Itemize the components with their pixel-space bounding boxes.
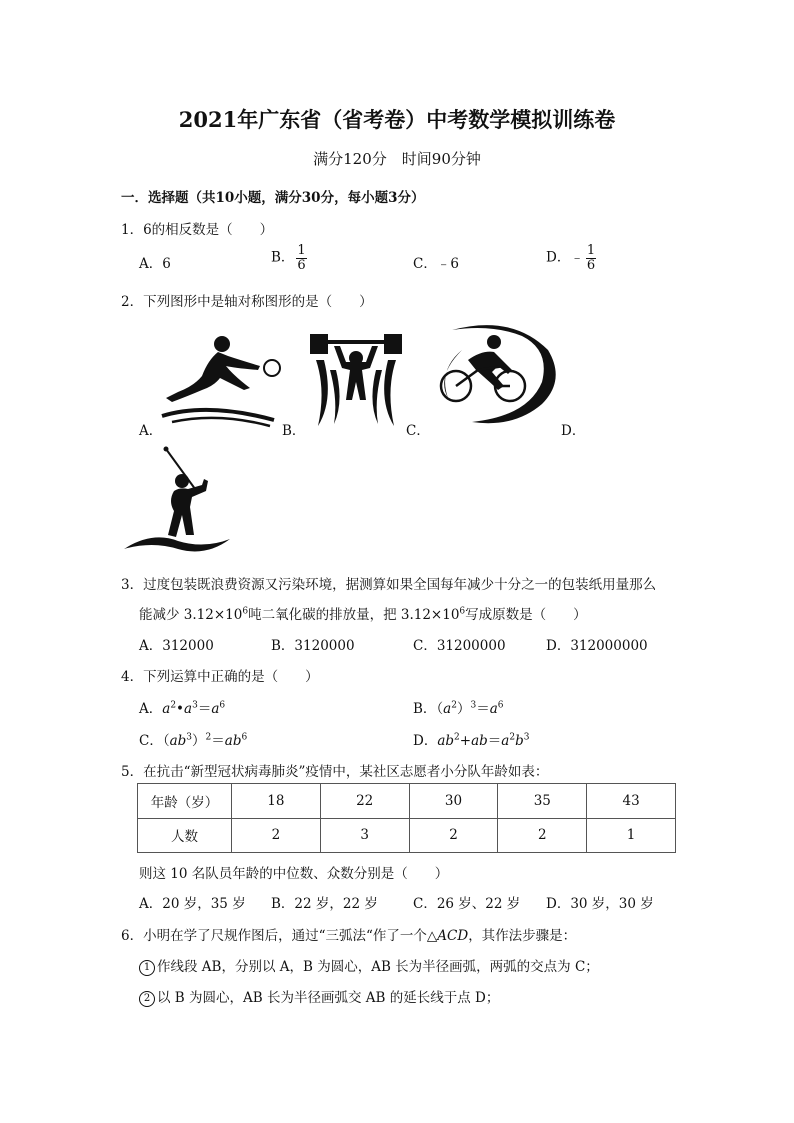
q2-stem: 2．下列图形中是轴对称图形的是（ ） xyxy=(121,294,373,310)
q1-stem: 1．6的相反数是（ ） xyxy=(121,222,274,238)
q3-line1: 3．过度包装既浪费资源又污染环境，据测算如果全国每年减少十分之一的包装纸用量那么 xyxy=(121,577,657,593)
q6-step2-text: 以 B 为圆心，AB 长为半径画弧交 AB 的延长线于点 D； xyxy=(157,990,500,1006)
q4-option-b-label: B． xyxy=(413,701,437,717)
weightlifter-figure xyxy=(306,330,406,430)
q3-line2-part2: 吨二氧化碳的排放量，把 3.12×10 xyxy=(248,607,460,623)
q3-option-a: A．312000 xyxy=(139,638,214,654)
table-cell: 35 xyxy=(498,784,587,819)
q6-step2 xyxy=(139,986,499,1007)
cyclist-figure xyxy=(432,320,562,430)
age-table xyxy=(137,783,676,853)
q1-option-b xyxy=(271,244,307,272)
golfer-figure xyxy=(122,445,232,557)
table-cell: 30 xyxy=(409,784,498,819)
fraction-numerator: 1 xyxy=(297,243,306,258)
q3-option-c: C．31200000 xyxy=(413,638,506,654)
q1-option-d-fraction xyxy=(586,244,596,272)
q4-option-a-label: A． xyxy=(139,701,163,717)
q4-option-b: B．$(a^2)^3=a^6$ xyxy=(413,700,504,717)
table-cell: 1 xyxy=(587,818,676,853)
table-cell: 3 xyxy=(320,818,409,853)
page-subtitle: 满分120分 时间90分钟 xyxy=(313,150,481,168)
q1-option-c: C．﹣6 xyxy=(413,256,459,272)
table-cell: 年龄（岁） xyxy=(138,784,232,819)
q2-option-b: B． xyxy=(282,423,306,439)
q5-follow: 则这 10 名队员年龄的中位数、众数分别是（ ） xyxy=(139,866,449,882)
q5-option-c: C．26 岁、22 岁 xyxy=(413,896,521,912)
table-cell: 2 xyxy=(409,818,498,853)
q6-stem-part1: 6．小明在学了尺规作图后，通过“三弧法“作了一个△ xyxy=(121,928,438,944)
q6-triangle-name: ACD xyxy=(437,928,469,944)
q4-option-d: D．$ab^2+ab=a^2b^3$ xyxy=(413,732,530,749)
q1-option-b-fraction xyxy=(296,244,306,272)
q3-line2-part3: 写成原数是（ ） xyxy=(465,607,587,623)
handball-player-figure xyxy=(158,330,283,430)
q4-option-c-label: C． xyxy=(139,733,163,749)
table-row xyxy=(138,818,676,853)
table-row xyxy=(138,784,676,819)
q2-option-c: C． xyxy=(406,423,430,439)
fraction-denominator: 6 xyxy=(586,257,596,273)
table-cell: 人数 xyxy=(138,818,232,853)
q4-option-a: A．$a^2•a^3=a^6$ xyxy=(139,700,226,717)
q2-option-a: A． xyxy=(139,423,163,439)
q5-option-a: A．20 岁，35 岁 xyxy=(139,896,246,912)
circled-number: 2 xyxy=(139,991,155,1007)
q5-stem: 5．在抗击“新型冠状病毒肺炎”疫情中，某社区志愿者小分队年龄如表： xyxy=(121,764,549,780)
table-cell: 18 xyxy=(232,784,321,819)
q6-step1-text: 作线段 AB，分别以 A，B 为圆心，AB 长为半径画弧，两弧的交点为 C； xyxy=(157,959,599,975)
q1-option-a: A．6 xyxy=(139,256,171,272)
q1-option-d xyxy=(546,244,596,272)
q3-line2 xyxy=(139,603,587,623)
q4-option-d-label: D． xyxy=(413,733,438,749)
q5-option-b: B．22 岁，22 岁 xyxy=(271,896,378,912)
fraction-denominator: 6 xyxy=(297,257,306,273)
table-cell: 2 xyxy=(232,818,321,853)
fraction-numerator: 1 xyxy=(586,243,596,258)
q6-stem xyxy=(121,924,576,944)
q3-option-b: B．3120000 xyxy=(271,638,355,654)
q6-stem-part2: ，其作法步骤是： xyxy=(468,928,577,944)
exponent: 6 xyxy=(242,606,249,617)
q2-option-d: D． xyxy=(561,423,586,439)
page-title: 2021年广东省（省考卷）中考数学模拟训练卷 xyxy=(178,107,616,132)
q3-line2-part1: 能减少 3.12×10 xyxy=(139,607,243,623)
q1-option-b-label: B． xyxy=(271,249,295,266)
q5-option-d: D．30 岁，30 岁 xyxy=(546,896,654,912)
q4-option-c: C．$(ab^3)^2=ab^6$ xyxy=(139,732,248,749)
q3-option-d: D．312000000 xyxy=(546,638,648,654)
exponent: 6 xyxy=(459,606,466,617)
table-cell: 2 xyxy=(498,818,587,853)
circled-number: 1 xyxy=(139,960,155,976)
table-cell: 43 xyxy=(587,784,676,819)
q4-stem: 4．下列运算中正确的是（ ） xyxy=(121,669,319,685)
section-heading: 一．选择题（共10小题，满分30分，每小题3分） xyxy=(121,190,425,206)
q6-step1 xyxy=(139,955,599,976)
table-cell: 22 xyxy=(320,784,409,819)
q1-option-d-label: D．﹣ xyxy=(546,249,584,266)
